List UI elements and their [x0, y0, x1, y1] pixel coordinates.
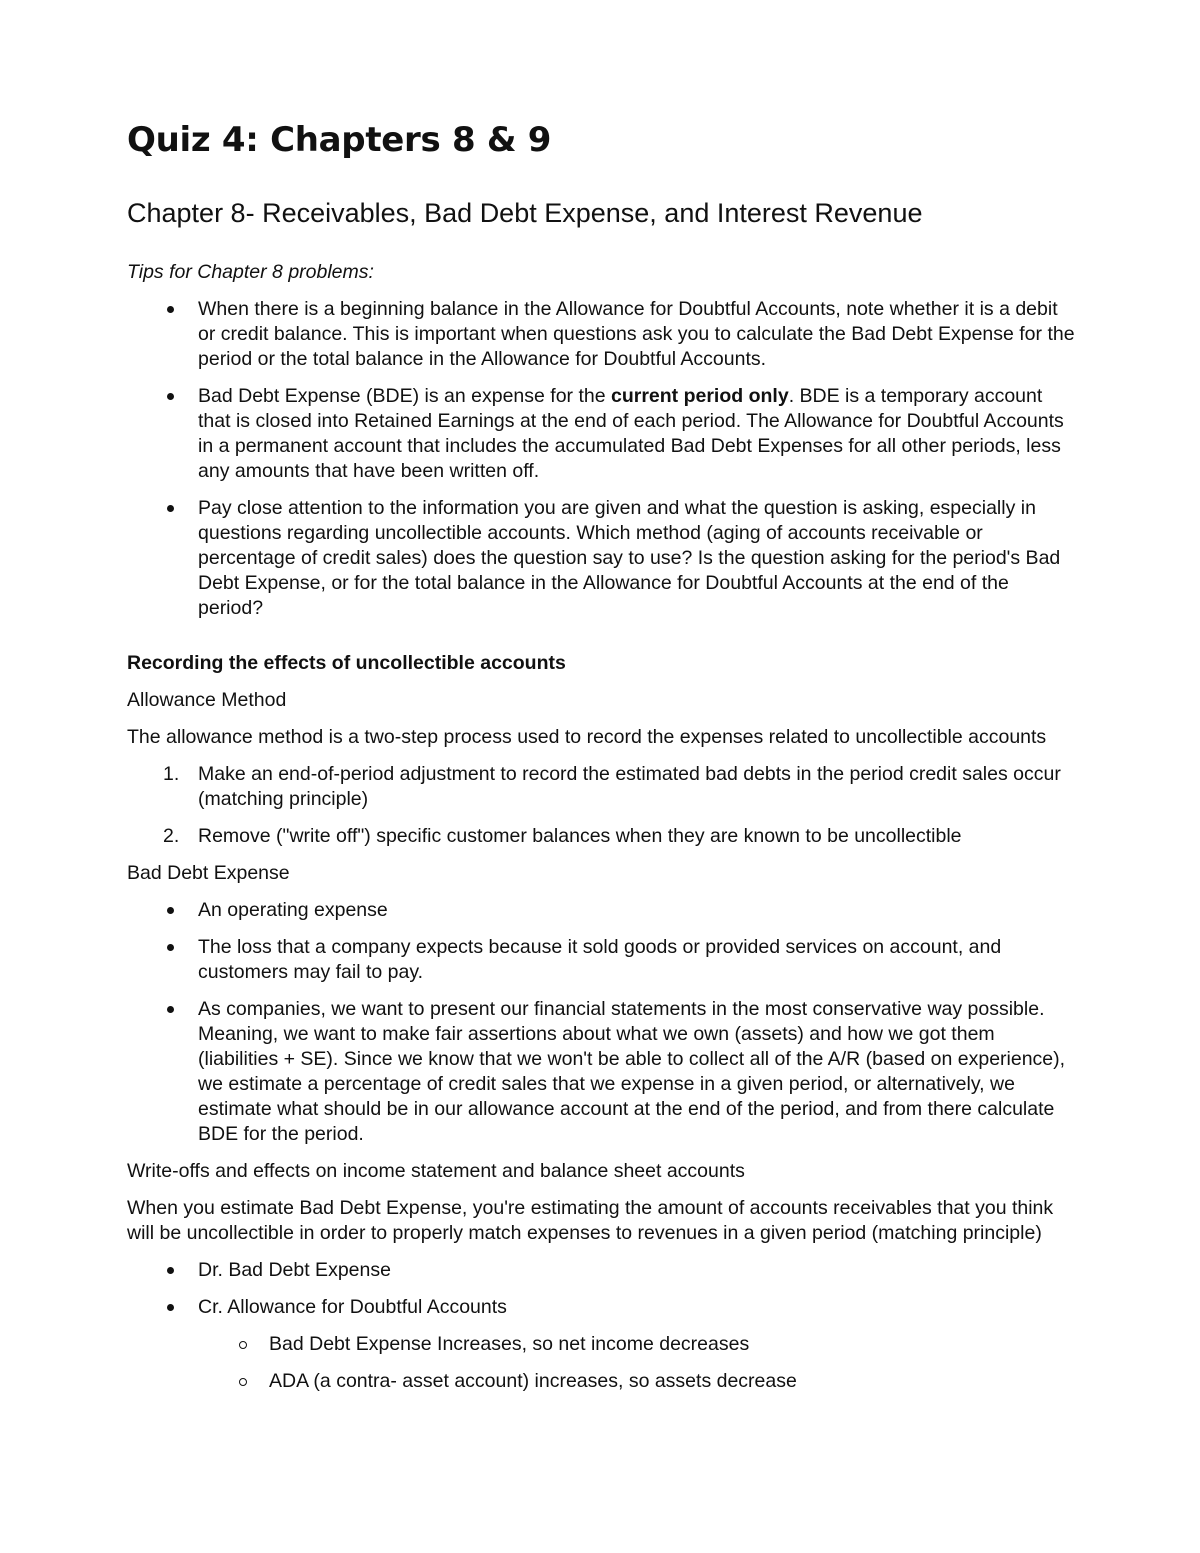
tip-item: [198, 297, 1077, 372]
step-item: [163, 762, 1077, 812]
tips-intro: Tips for Chapter 8 problems:: [127, 261, 374, 283]
effect-item: Bad Debt Expense Increases, so net income decreases: [269, 1332, 1077, 1357]
step-item: [163, 824, 1077, 849]
tip-item: [198, 496, 1077, 621]
journal-entry-credit: [198, 1295, 1077, 1394]
bad-debt-expense-list: [127, 898, 1077, 1147]
writeoffs-description: When you estimate Bad Debt Expense, you're estimating the amount of accounts receivables that you think will be uncollectible in order to properly match expenses to revenues in a given period (matching principle): [127, 1197, 1054, 1244]
list-item: The loss that a company expects because it sold goods or provided services on account, and customers may fail to pay.: [198, 935, 1077, 985]
list-item: An operating expense: [198, 898, 1077, 923]
step-number: 2.: [163, 825, 180, 847]
tip-text: When there is a beginning balance in the Allowance for Doubtful Accounts, note whether it is a debit or credit balance. This is important when questions ask you to calculate the Bad Debt Expense for the period or the total balance in the Allowance for Doubtful Accounts.: [198, 298, 1075, 370]
journal-entry-credit-text: Cr. Allowance for Doubtful Accounts: [198, 1296, 507, 1318]
bad-debt-expense-label: Bad Debt Expense: [127, 862, 290, 884]
writeoffs-label: Write-offs and effects on income statement and balance sheet accounts: [127, 1160, 745, 1182]
section-heading: Recording the effects of uncollectible accounts: [127, 652, 566, 674]
journal-entry-debit: Dr. Bad Debt Expense: [198, 1258, 1077, 1283]
document-page: [127, 118, 1077, 1406]
effect-item: ADA (a contra- asset account) increases, so assets decrease: [269, 1369, 1077, 1394]
effects-list: [198, 1332, 1077, 1394]
tip-text: . BDE is a temporary account that is closed into Retained Earnings at the end of each period. The Allowance for Doubtful Accounts in a permanent account that includes the accumulated Bad Debt Expenses for all other periods, less any amounts that have been written off.: [198, 385, 1064, 482]
allowance-method-description: The allowance method is a two-step process used to record the expenses related to uncollectible accounts: [127, 726, 1047, 748]
document-title: Quiz 4: Chapters 8 & 9: [127, 120, 552, 160]
step-text: Make an end-of-period adjustment to record the estimated bad debts in the period credit sales occur (matching principle): [198, 763, 1061, 810]
allowance-method-label: Allowance Method: [127, 689, 287, 711]
step-number: 1.: [163, 763, 180, 785]
allowance-steps-list: [127, 762, 1077, 849]
tips-list: [127, 297, 1077, 621]
tip-emphasis: current period only: [610, 385, 789, 407]
list-item: As companies, we want to present our financial statements in the most conservative way possible. Meaning, we want to make fair assertions about what we own (assets) and how we got them (liabilities + SE). Since we know that we won't be able to collect all of the A/R (based on experience), we estimate a percentage of credit sales that we expense in a given period, or alternatively, we estimate what should be in our allowance account at the end of the period, and from there calculate BDE for the period.: [198, 997, 1077, 1147]
chapter-heading: Chapter 8- Receivables, Bad Debt Expense, and Interest Revenue: [127, 198, 923, 228]
tip-text: Bad Debt Expense (BDE) is an expense for the: [198, 385, 611, 407]
step-text: Remove ("write off") specific customer balances when they are known to be uncollectible: [198, 825, 962, 847]
journal-entry-list: [127, 1258, 1077, 1394]
tip-text: Pay close attention to the information you are given and what the question is asking, especially in questions regarding uncollectible accounts. Which method (aging of accounts receivable or percentage of credit sales) does the question say to use? Is the question asking for the period's Bad Debt Expense, or for the total balance in the Allowance for Doubtful Accounts at the end of the period?: [198, 497, 1061, 619]
tip-item: [198, 384, 1077, 484]
